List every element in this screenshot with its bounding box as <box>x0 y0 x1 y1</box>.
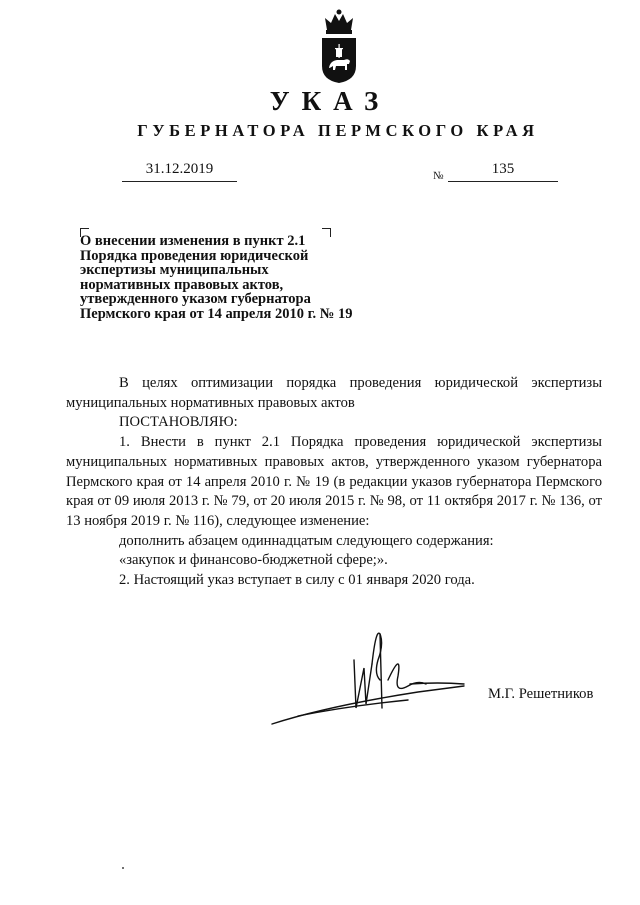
subject-line: нормативных правовых актов, <box>80 276 284 293</box>
item-1-subparagraph: дополнить абзацем одиннадцатым следующего содержания: <box>119 532 494 549</box>
number-underline <box>448 181 558 182</box>
date-underline <box>122 181 237 182</box>
subject-line: О внесении изменения в пункт 2.1 <box>80 233 306 249</box>
item-1-paragraph: 1. Внести в пункт 2.1 Порядка проведения юридической экспертизы муниципальных нормативных правовых актов, утвержденного указом губернатора Пермского края от 14 апреля 2010 г. № 19 (в редакции указов губернатора Пермского края от 09 июля 2013 г. № 79, от 20 июля 2015 г. № 98, от 11 октября 2017 г. № 136, от 13 ноября 2019 г. № 116), следующее изменение: <box>66 434 602 529</box>
resolve-heading: ПОСТАНОВЛЯЮ: <box>119 414 238 431</box>
signer-name: М.Г. Решетников <box>488 686 594 702</box>
handwritten-signature-icon <box>268 620 473 735</box>
item-1-quote: «закупок и финансово-бюджетной сфере;». <box>119 552 388 569</box>
perm-krai-coat-of-arms-icon <box>319 8 359 84</box>
item-2-paragraph: 2. Настоящий указ вступает в силу с 01 января 2020 года. <box>119 572 475 589</box>
subject-line: Порядка проведения юридической <box>80 247 309 264</box>
preamble-paragraph: В целях оптимизации порядка проведения юридической экспертизы муниципальных нормативных правовых актов <box>66 375 602 411</box>
subject-line: утвержденного указом губернатора <box>80 291 311 308</box>
number-sign: № <box>433 170 444 182</box>
decree-number: 135 <box>491 161 515 177</box>
issuer-name: ГУБЕРНАТОРА ПЕРМСКОГО КРАЯ <box>137 121 539 140</box>
subject-line: Пермского края от 14 апреля 2010 г. № 19 <box>80 305 353 322</box>
decree-date: 31.12.2019 <box>145 161 214 177</box>
decree-subject <box>80 234 380 322</box>
decree-title: УКАЗ <box>269 86 391 116</box>
scan-mark <box>122 867 124 869</box>
subject-line: экспертизы муниципальных <box>80 262 269 279</box>
decree-body <box>66 374 602 591</box>
